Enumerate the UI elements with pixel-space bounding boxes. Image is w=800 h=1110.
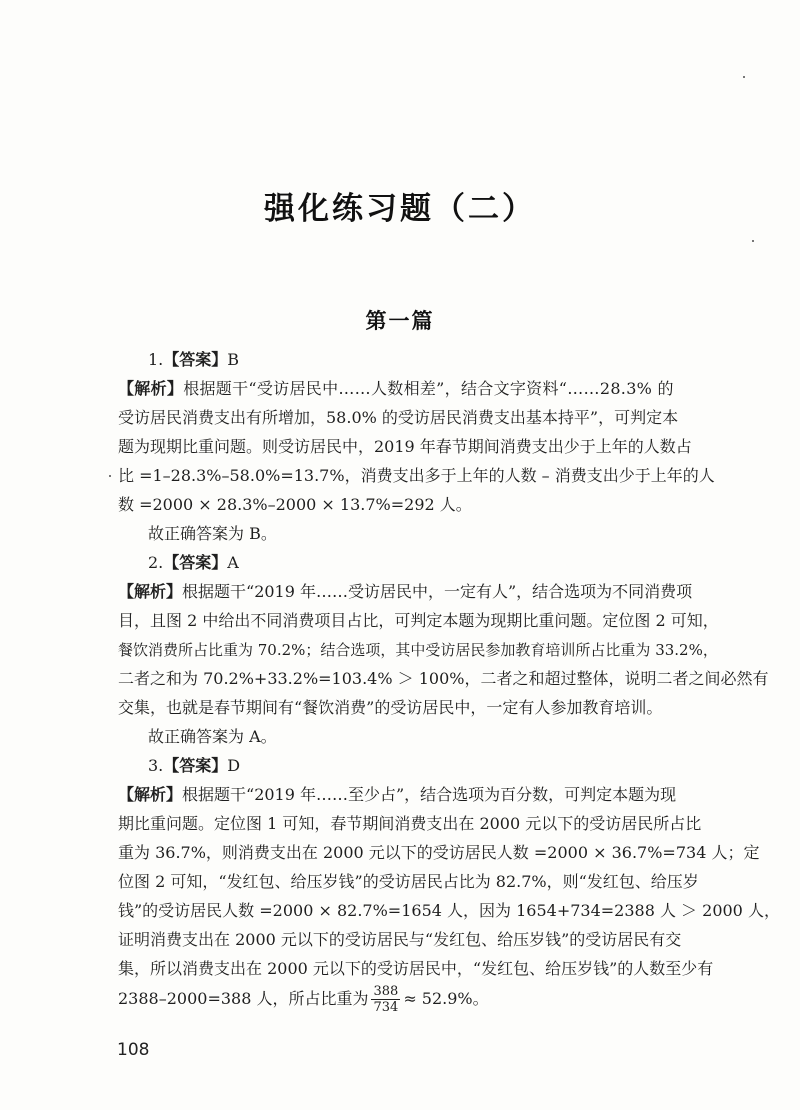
q2-answer-label: 【答案】 [163, 553, 228, 572]
q1-analysis-line: 比 =1–28.3%–58.0%=13.7%，消费支出多于上年的人数 – 消费支出少于上年的人 [118, 466, 715, 485]
q2-analysis-line: 目，且图 2 中给出不同消费项目占比，可判定本题为现期比重问题。定位图 2 可知， [118, 611, 719, 630]
q3-final-suffix: ≈ 52.9%。 [403, 989, 489, 1008]
q1-number: 1. [148, 350, 164, 369]
q3-analysis-line: 期比重问题。定位图 1 可知，春节期间消费支出在 2000 元以下的受访居民所占比 [118, 814, 702, 833]
q1-analysis-line [118, 379, 674, 399]
q3-fraction [371, 984, 400, 1015]
q1-answer-value: B [227, 350, 240, 369]
q1-answer-label: 【答案】 [163, 350, 228, 369]
q3-analysis-line: 位图 2 可知，“发红包、给压岁钱”的受访居民占比为 82.7%，则“发红包、给压岁 [118, 872, 699, 891]
q3-final-line [118, 982, 489, 1016]
q2-analysis-line: 交集，也就是春节期间有“餐饮消费”的受访居民中，一定有人参加教育培训。 [118, 698, 663, 717]
q1-analysis-label: 【解析】 [118, 379, 184, 398]
page-title: 强化练习题（二） [264, 191, 536, 227]
q2-answer-value: A [227, 553, 239, 572]
q3-final-prefix: 2388–2000=388 人，所占比重为 [118, 989, 369, 1008]
q1-analysis-line: 题为现期比重问题。则受访居民中，2019 年春节期间消费支出少于上年的人数占 [118, 437, 692, 456]
q3-answer-line [148, 756, 240, 776]
q2-analysis-label: 【解析】 [118, 582, 183, 601]
scan-speck [109, 475, 111, 477]
q2-analysis-line: 二者之和为 70.2%+33.2%=103.4% ＞ 100%，二者之和超过整体，说明二者之间必然有 [118, 669, 769, 688]
q2-number: 2. [148, 553, 164, 572]
q3-fraction-denominator: 734 [373, 1000, 399, 1015]
q1-conclusion: 故正确答案为 B。 [148, 524, 277, 543]
q3-answer-label: 【答案】 [163, 756, 228, 775]
q3-analysis-label: 【解析】 [118, 785, 183, 804]
q3-answer-value: D [227, 756, 241, 775]
q1-analysis-text: 根据题干“受访居民中……人数相差”，结合文字资料“……28.3% 的 [183, 379, 674, 398]
q3-analysis-line: 集，所以消费支出在 2000 元以下的受访居民中，“发红包、给压岁钱”的人数至少有 [118, 959, 714, 978]
q2-answer-line [148, 553, 239, 573]
q3-analysis-line: 钱”的受访居民人数 =2000 × 82.7%=1654 人，因为 1654+734=2388 人 ＞ 2000 人， [118, 901, 780, 920]
scan-speck [743, 76, 745, 78]
q3-number: 3. [148, 756, 164, 775]
page-number: 108 [117, 1040, 150, 1060]
q3-fraction-numerator: 388 [373, 984, 399, 999]
q2-analysis-text: 根据题干“2019 年……受访居民中，一定有人”，结合选项为不同消费项 [182, 582, 693, 601]
q2-analysis-line: 餐饮消费所占比重为 70.2%；结合选项，其中受访居民参加教育培训所占比重为 33.2%， [118, 641, 718, 659]
q2-analysis-line [118, 582, 692, 602]
q1-analysis-line: 数 =2000 × 28.3%–2000 × 13.7%=292 人。 [118, 495, 472, 514]
q3-analysis-line: 证明消费支出在 2000 元以下的受访居民与“发红包、给压岁钱”的受访居民有交 [118, 930, 682, 949]
scan-speck [752, 240, 754, 242]
q1-analysis-line: 受访居民消费支出有所增加，58.0% 的受访居民消费支出基本持平”，可判定本 [118, 408, 679, 427]
q2-conclusion: 故正确答案为 A。 [148, 727, 277, 746]
q1-answer-line [148, 350, 239, 370]
q3-analysis-line [118, 785, 676, 805]
q3-analysis-text: 根据题干“2019 年……至少占”，结合选项为百分数，可判定本题为现 [182, 785, 677, 804]
section-heading: 第一篇 [365, 308, 435, 333]
q3-analysis-line: 重为 36.7%，则消费支出在 2000 元以下的受访居民人数 =2000 × 36.7%=734 人；定 [118, 843, 760, 862]
